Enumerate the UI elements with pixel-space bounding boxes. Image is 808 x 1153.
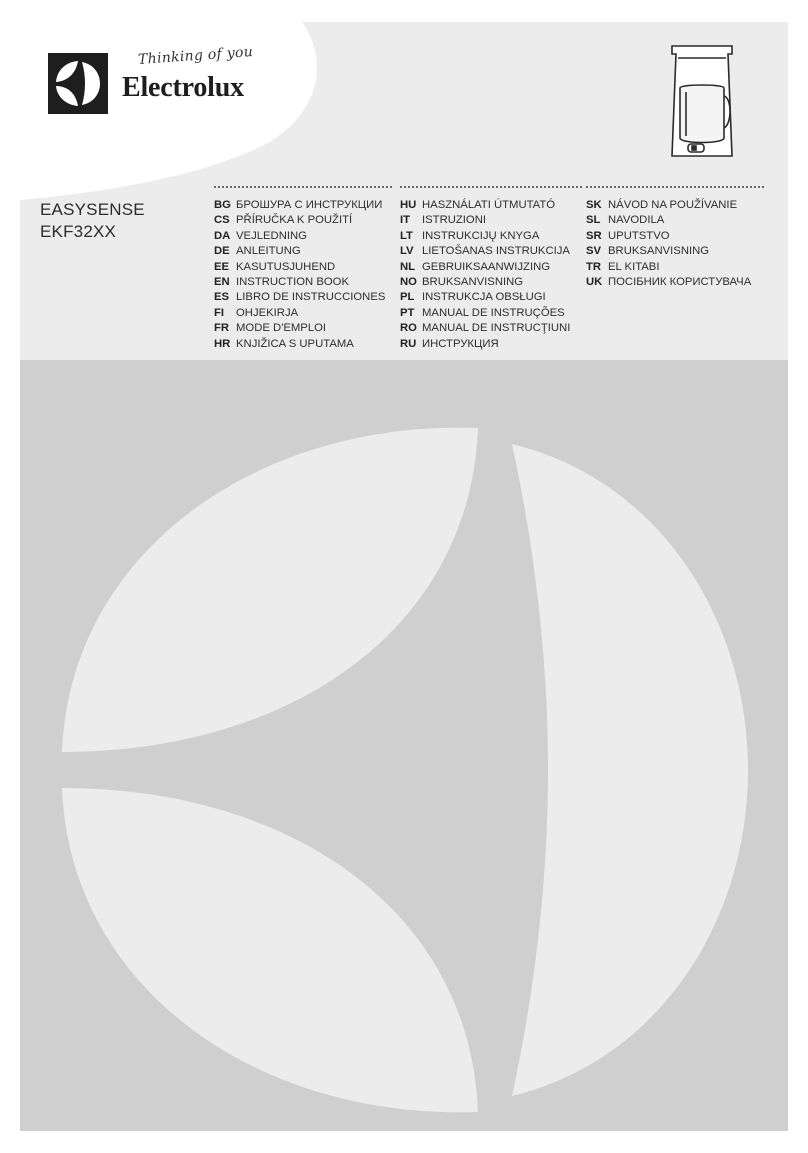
language-code: TR: [586, 260, 602, 273]
language-entry: [400, 260, 582, 275]
language-code: NO: [400, 276, 417, 289]
manual-title: NAVODILA: [608, 214, 665, 227]
language-entry: [214, 321, 392, 336]
language-entry: [400, 198, 582, 213]
brand-name: Electrolux: [122, 72, 244, 103]
language-code: RO: [400, 322, 417, 335]
manual-title: KASUTUSJUHEND: [236, 260, 336, 273]
language-entry: [214, 337, 392, 352]
language-code: HR: [214, 337, 231, 350]
manual-title: BRUKSANVISNING: [608, 245, 710, 258]
language-code: FI: [214, 306, 225, 319]
language-code: SL: [586, 214, 601, 227]
language-code: SR: [586, 229, 602, 242]
language-code: EE: [214, 260, 230, 273]
language-code: IT: [400, 214, 411, 227]
cover-page: [20, 22, 788, 1131]
manual-title: ИНСТРУКЦИЯ: [422, 337, 499, 350]
language-code: DE: [214, 245, 230, 258]
emblem-upper-leaf: [62, 428, 478, 752]
language-column-1: [214, 186, 392, 352]
language-entry: [400, 337, 582, 352]
manual-title: ANLEITUNG: [236, 245, 301, 258]
manual-title: MODE D'EMPLOI: [236, 322, 327, 335]
manual-title: MANUAL DE INSTRUÇÕES: [422, 306, 565, 319]
coffee-maker-icon: [666, 40, 738, 162]
language-entry: [586, 260, 764, 275]
manual-title: BRUKSANVISNING: [422, 276, 524, 289]
manual-title: БРОШУРА С ИНСТРУКЦИИ: [236, 199, 383, 211]
manual-title: LIETOŠANAS INSTRUKCIJA: [422, 245, 570, 258]
emblem-lower-leaf: [62, 788, 478, 1112]
manual-title: GEBRUIKSAANWIJZING: [422, 260, 551, 273]
language-code: LT: [400, 229, 413, 242]
language-code: RU: [400, 337, 417, 350]
language-entry: [214, 306, 392, 321]
manual-title: PŘÍRUČKA K POUŽITÍ: [236, 214, 353, 227]
manual-title: EL KITABI: [608, 260, 660, 273]
electrolux-logo-icon: [48, 53, 108, 114]
manual-title: ISTRUZIONI: [422, 214, 487, 227]
manual-title: INSTRUKCJA OBSŁUGI: [422, 291, 546, 304]
language-entry: [586, 229, 764, 244]
language-entry: [400, 321, 582, 336]
language-entry: [400, 229, 582, 244]
dotted-divider: [400, 186, 582, 188]
language-code: BG: [214, 199, 231, 211]
language-code: SV: [586, 245, 602, 258]
language-column-2: [400, 186, 582, 352]
language-entry: [214, 229, 392, 244]
language-code: CS: [214, 214, 230, 227]
language-entry: [214, 244, 392, 259]
language-code: UK: [586, 276, 603, 289]
language-entry: [214, 275, 392, 290]
manual-title: KNJIŽICA S UPUTAMA: [236, 337, 354, 350]
manual-title: MANUAL DE INSTRUCŢIUNI: [422, 322, 571, 335]
emblem-right-half: [512, 444, 748, 1096]
language-entry: [400, 244, 582, 259]
language-column-3: [586, 186, 764, 290]
language-code: PL: [400, 291, 415, 304]
manual-title: NÁVOD NA POUŽÍVANIE: [608, 199, 738, 211]
language-entry: [400, 275, 582, 290]
language-code: EN: [214, 276, 230, 289]
manual-title: UPUTSTVO: [608, 229, 670, 242]
manual-title: VEJLEDNING: [236, 229, 307, 242]
brand-tagline: Thinking of you: [137, 44, 254, 68]
language-entry: [214, 198, 392, 213]
dotted-divider: [214, 186, 392, 188]
language-code: DA: [214, 229, 231, 242]
language-entry: [586, 213, 764, 228]
manual-title: OHJEKIRJA: [236, 306, 299, 319]
product-model-number: EKF32XX: [40, 222, 117, 241]
language-code: HU: [400, 199, 417, 211]
language-code: ES: [214, 291, 230, 304]
language-entry: [586, 244, 764, 259]
language-entry: [586, 198, 764, 213]
manual-title: LIBRO DE INSTRUCCIONES: [236, 291, 386, 304]
manual-title: INSTRUCTION BOOK: [236, 276, 349, 289]
language-code: LV: [400, 245, 414, 258]
language-code: FR: [214, 322, 230, 335]
manual-title: HASZNÁLATI ÚTMUTATÓ: [422, 199, 556, 211]
language-entry: [400, 290, 582, 305]
product-line-name: EASYSENSE: [40, 200, 145, 219]
electrolux-emblem-graphic: [20, 360, 788, 1131]
language-entry: [400, 306, 582, 321]
language-entry: [400, 213, 582, 228]
language-entry: [214, 290, 392, 305]
language-code: PT: [400, 306, 415, 319]
manual-title: INSTRUKCIJŲ KNYGA: [422, 229, 540, 242]
dotted-divider: [586, 186, 764, 188]
language-entry: [214, 213, 392, 228]
language-entry: [586, 275, 764, 290]
language-entry: [214, 260, 392, 275]
language-code: SK: [586, 199, 602, 211]
language-code: NL: [400, 260, 416, 273]
manual-title: ПОСІБНИК КОРИСТУВАЧА: [608, 276, 752, 289]
